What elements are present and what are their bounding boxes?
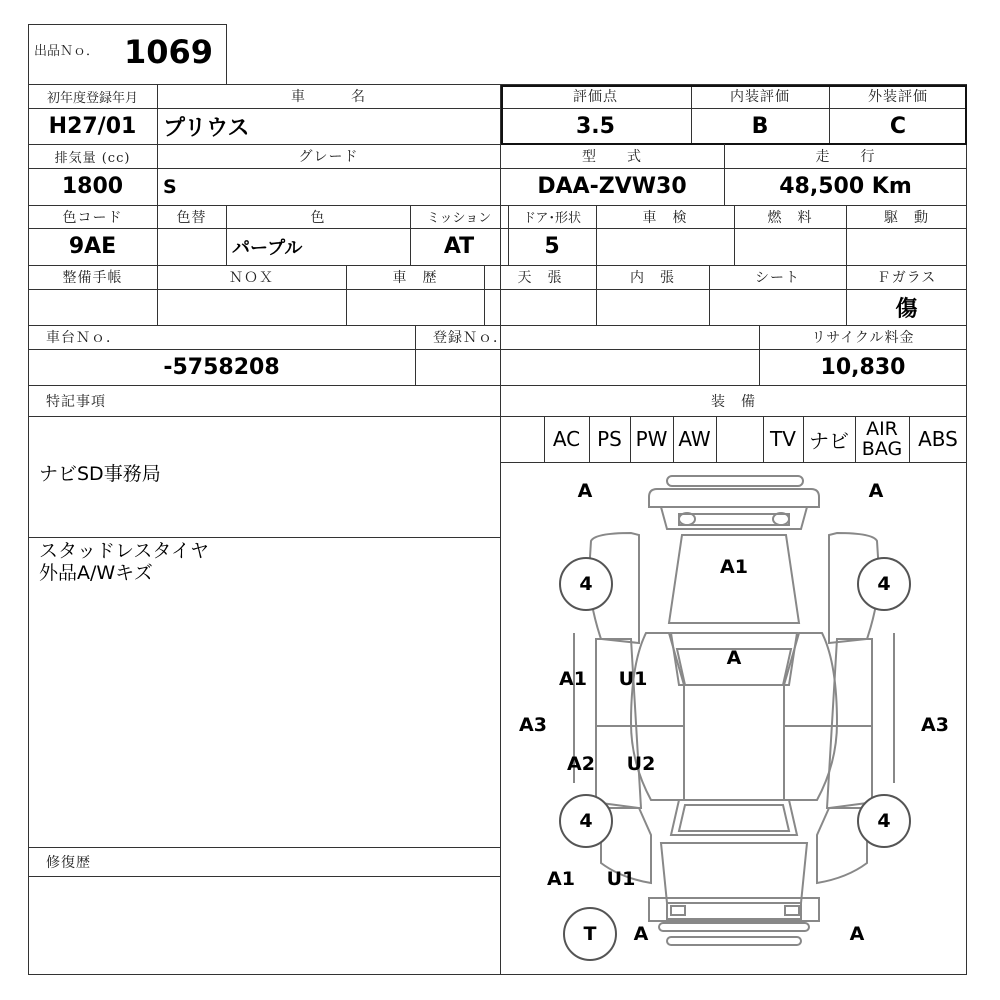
mark-rear-1: A1 [547,868,575,890]
transmission-label: ミッション [426,211,492,226]
mark-left-side: A3 [519,714,547,736]
tire-rear-right: 4 [857,794,911,848]
grade-value: S [163,175,177,198]
interior-score-label: 内装評価 [730,89,790,105]
color-code-value: 9AE [68,234,117,259]
fglass-label: Ｆガラス [876,270,937,286]
reg-date-value: H27/01 [48,113,137,139]
sunroof-label: 天 張 [517,270,563,286]
repair-history-text [39,880,489,904]
drive-label: 駆 動 [884,209,929,226]
fuel-label: 燃 料 [767,209,813,226]
color-value: パープル [232,237,303,259]
special-notes-text-1: ナビSD事務局 [39,463,161,485]
mark-left-front-door-1: A1 [559,668,587,690]
tire-rear-left: 4 [559,794,613,848]
chassis-label: 車台Ｎｏ． [46,330,121,346]
interior-trim-label: 内 張 [630,270,675,286]
equipment-navi: ナビ [809,428,849,453]
recycle-label: リサイクル料金 [811,330,915,346]
tire-front-left: 4 [559,557,613,611]
car-name-label: 車 名 [291,89,366,105]
grade-label: グレード [298,149,359,165]
equipment-pw: PW [635,427,668,451]
tire-front-right: 4 [857,557,911,611]
lot-number-value: 1069 [124,33,214,71]
doors-label: ドア･形状 [522,211,582,226]
equipment-ac: AC [552,427,581,451]
mark-front-left: A [577,480,593,502]
model-label: 型 式 [582,149,642,165]
car-diagram [501,463,966,974]
equipment-airbag: AIR BAG [861,418,903,460]
mark-left-rear-door-1: A2 [567,753,595,775]
displacement-label: 排気量 (cc) [54,150,131,166]
color-code-label: 色コード [62,209,123,226]
special-notes-text-2: スタッドレスタイヤ 外品A/Wキズ [39,540,210,584]
seat-label: シート [755,270,800,286]
mark-left-front-door-2: U1 [618,668,648,690]
equipment-blank [500,416,544,462]
exterior-score-label: 外装評価 [868,89,928,105]
mark-hood: A1 [720,556,748,578]
reg-date-label: 初年度登録年月 [46,90,138,106]
equipment-abs: ABS [918,427,958,451]
nox-label: ＮＯＸ [229,270,274,286]
color-label: 色 [310,209,326,226]
mileage-value: 48,500 Km [779,174,912,199]
mark-rear-left: A [633,923,649,945]
drive-value [846,228,967,265]
score-value: 3.5 [576,113,615,139]
interior-score-value: B [751,113,769,139]
maintenance-label: 整備手帳 [62,270,123,286]
lot-number-label: 出品Ｎｏ． [34,43,100,59]
transmission-value: AT [443,234,475,259]
model-value: DAA-ZVW30 [537,174,687,199]
chassis-value: -5758208 [163,354,280,380]
fglass-value: 傷 [895,296,918,322]
mark-windshield: A [726,647,742,669]
mark-right-side: A3 [921,714,949,736]
equipment-label: 装 備 [711,393,756,410]
history-label: 車 歴 [392,270,438,286]
recycle-value: 10,830 [820,354,906,380]
score-label: 評価点 [573,89,618,105]
inspection-value [596,228,734,265]
equipment-ps: PS [597,427,622,451]
registration-value [415,349,759,385]
mark-left-rear-door-2: U2 [626,753,656,775]
mark-rear-2: U1 [606,868,636,890]
fuel-value [734,228,846,265]
mark-rear-right: A [849,923,865,945]
equipment-tv: TV [770,427,796,451]
mark-front-right: A [868,480,884,502]
mileage-label: 走 行 [815,149,876,165]
repair-history-label: 修復歴 [46,854,91,871]
inspection-label: 車 検 [642,209,688,226]
exterior-score-value: C [889,113,907,139]
equipment-aw: AW [678,427,711,451]
car-name-value: プリウス [163,115,250,141]
spare-tire: T [563,907,617,961]
special-notes-label: 特記事項 [46,393,106,410]
displacement-value: 1800 [61,174,124,199]
equipment-blank-2 [716,416,763,462]
repaint-label: 色替 [176,209,207,226]
registration-label: 登録Ｎｏ． [433,330,508,346]
repaint-value [157,228,226,265]
doors-value: 5 [544,234,560,259]
